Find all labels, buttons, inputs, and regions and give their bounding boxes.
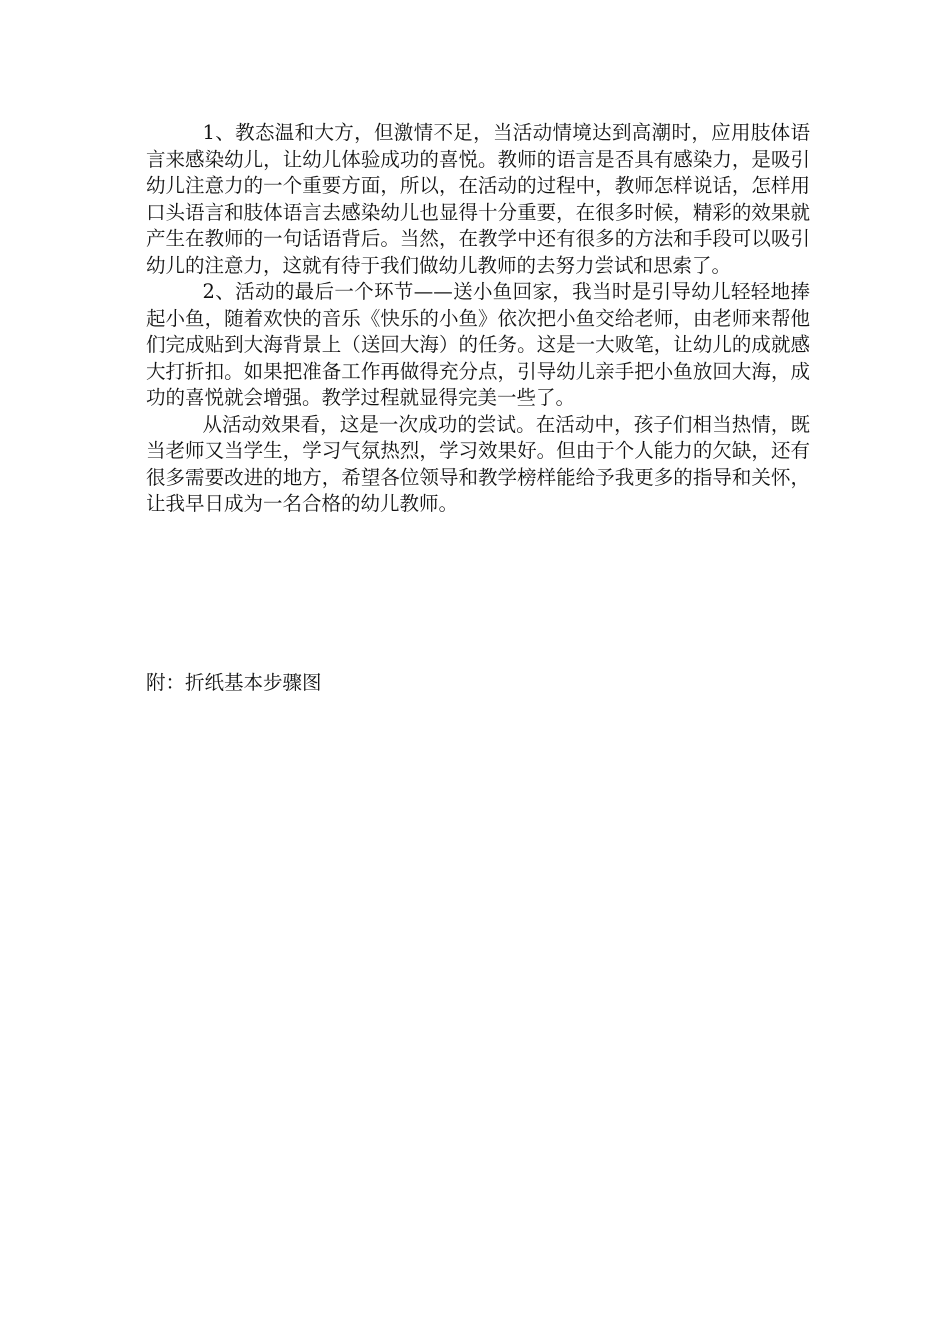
paragraph-teaching-manner: 1、教态温和大方，但激情不足，当活动情境达到高潮时，应用肢体语言来感染幼儿，让幼儿体验成功的喜悦。教师的语言是否具有感染力，是吸引幼儿注意力的一个重要方面，所以，在活动的过程中，教师怎样说话，怎样用口头语言和肢体语言去感染幼儿也显得十分重要，在很多时候，精彩的效果就产生在教师的一句话语背后。当然，在教学中还有很多的方法和手段可以吸引幼儿的注意力，这就有待于我们做幼儿教师的去努力尝试和思索了。 xyxy=(146,121,810,277)
paragraph-activity-summary: 从活动效果看，这是一次成功的尝试。在活动中，孩子们相当热情，既当老师又当学生，学习气氛热烈，学习效果好。但由于个人能力的欠缺，还有很多需要改进的地方，希望各位领导和教学榜样能给予我更多的指导和关怀，让我早日成为一名合格的幼儿教师。 xyxy=(146,412,810,515)
appendix-label: 附：折纸基本步骤图 xyxy=(146,671,322,694)
paragraph-activity-final-step: 2、活动的最后一个环节——送小鱼回家，我当时是引导幼儿轻轻地捧起小鱼，随着欢快的音乐《快乐的小鱼》依次把小鱼交给老师，由老师来帮他们完成贴到大海背景上（送回大海）的任务。这是一大败笔，让幼儿的成就感大打折扣。如果把准备工作再做得充分点，引导幼儿亲手把小鱼放回大海，成功的喜悦就会增强。教学过程就显得完美一些了。 xyxy=(146,280,810,409)
document-body xyxy=(146,120,810,518)
